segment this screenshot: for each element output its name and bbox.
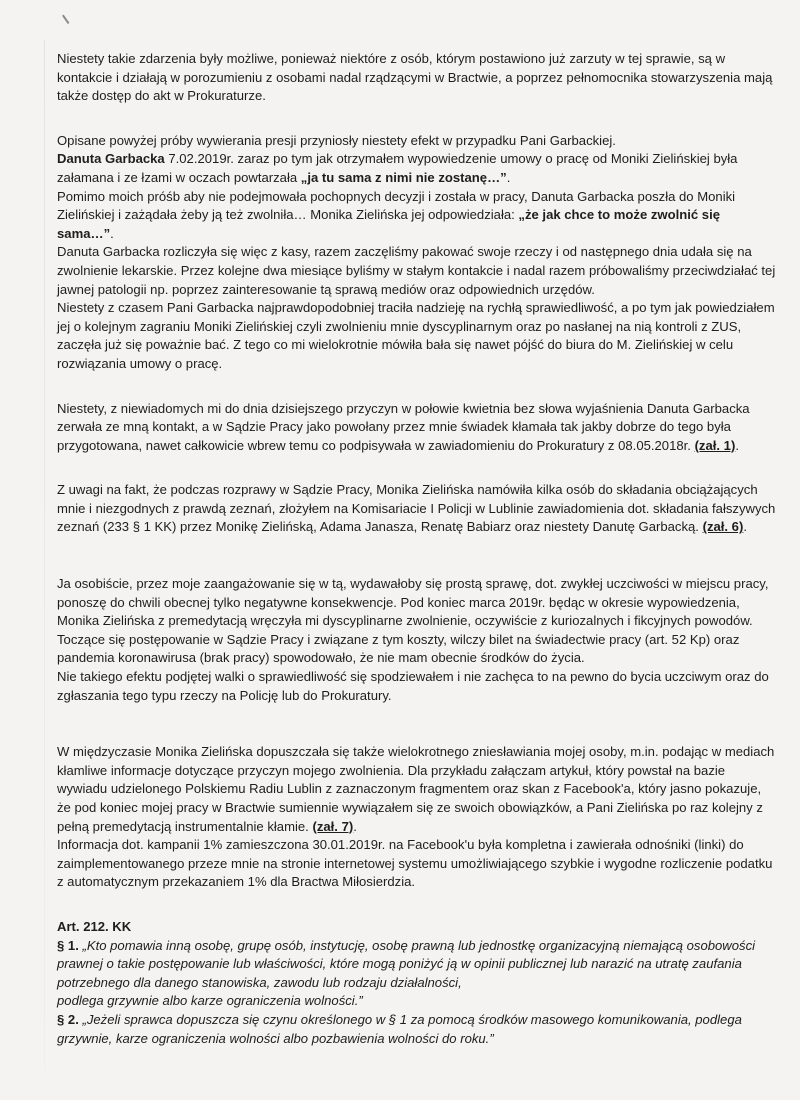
quote-1: „ja tu sama z nimi nie zostanę…” [300,169,507,185]
paragraph-8: Ja osobiście, przez moje zaangażowanie się w tą, wydawałoby się prostą sprawę, dot. zwykłej uczciwości w miejscu pracy, ponoszę do chwili obecnej tylko negatywne konsekwencje. Pod koniec marca 2019r. będąc w okresie wypowiedzenia, Monika Zielińska z premedytacją wręczyła mi dyscyplinarne zwolnienie, oczywiście z kuriozalnych i fikcyjnych powodów. [57,576,769,629]
article-section-2: § 2. „Jeżeli sprawca dopuszcza się czynu określonego w § 1 za pomocą środków masowego komunikowania, podlega grzywnie, karze ograniczenia wolności albo pozbawienia wolności do roku.” [57,1011,742,1046]
name-danuta-garbacka: Danuta Garbacka [57,151,165,167]
paragraph-7: Z uwagi na fakt, że podczas rozprawy w Sądzie Pracy, Monika Zielińska namówiła kilka osób do składania obciążających mnie i niezgodnych z prawdą zeznań, złożyłem na Komisariacie I Policji w Lublinie zawiadomienia dot. składania fałszywych zeznań (233 § 1 KK) przez Monikę Zielińską, Adama Janasza, Renatę Babiarz oraz niestety Danutę Garbacką. (zał. 6). [57,482,776,535]
paragraph-11: W międzyczasie Monika Zielińska dopuszczała się także wielokrotnego zniesławiania mojej osoby, m.in. podając w mediach kłamliwe informacje dotyczące przyczyn mojego zwolnienia. Dla przykładu załączam artykuł, który powstał na bazie wywiadu udzielonego Polskiemu Radiu Lublin z zaznaczonym fragmentem oraz skan z Facebook'a, który jasno pokazuje, że pod koniec mojej pracy w Bractwie sumiennie wywiązałem się ze swoich obowiązków, a Pani Zielińska po raz kolejny z pełną premedytacją instrumentalnie kłamie. (zał. 7). [57,744,775,834]
paragraph-5: Niestety z czasem Pani Garbacka najprawdopodobniej traciła nadzieję na rychłą sprawiedliwość, a po tym jak powiedziałem jej o kolejnym zagraniu Moniki Zielińskiej czyli zwolnieniu mnie dyscyplinarnym oraz po nasłanej na nią kontroli z ZUS, zaczęła już się poważnie bać. Z tego co mi wielokrotnie mówiła bała się nawet pójść do biura do M. Zielińskiej w celu rozwiązania umowy o pracę. [57,300,775,371]
scan-mark [62,10,76,24]
article-section-1: § 1. „Kto pomawia inną osobę, grupę osób, instytucję, osobę prawną lub jednostkę organizacyjną niemającą osobowości prawnej o takie postępowanie lub właściwości, które mogą poniżyć ją w opinii publicznej lub narazić na utratę zaufania potrzebnego dla danego stanowiska, zawodu lub rodzaju działalności, podlega grzywnie albo karze ograniczenia wolności.” [57,937,756,1009]
paragraph-2: Opisane powyżej próby wywierania presji przyniosły niestety efekt w przypadku Pani Garbackiej. Danuta Garbacka 7.02.2019r. zaraz po tym jak otrzymałem wypowiedzenie umowy o pracę od Moniki Zielińskiej była załamana i ze łzami w oczach powtarzała „ja tu sama z nimi nie zostanę…”. [57,132,738,185]
article-title: Art. 212. KK [57,918,132,934]
paragraph-10: Nie takiego efektu podjętej walki o sprawiedliwość się spodziewałem i nie zachęca to na pewno do bycia uczciwym oraz do zgłaszania tego typu rzeczy na Policję lub do Prokuratury. [57,669,769,703]
scan-edge [44,40,45,1070]
paragraph-9: Toczące się postępowanie w Sądzie Pracy i związane z tym koszty, wilczy bilet na świadectwie pracy (art. 52 Kp) oraz pandemia koronawirusa (brak pracy) spowodowało, że nie mam obecnie środków do życia. [57,631,740,666]
attachment-ref-7: (zał. 7) [312,818,354,834]
paragraph-1: Niestety takie zdarzenia były możliwe, ponieważ niektóre z osób, którym postawiono już zarzuty w tej sprawie, są w kontakcie i działają w porozumieniu z osobami nadal rządzącymi w Bractwie, a poprzez pełnomocnika stowarzyszenia mają także dostęp do akt w Prokuraturze. [57,51,773,104]
paragraph-6: Niestety, z niewiadomych mi do dnia dzisiejszego przyczyn w połowie kwietnia bez słowa wyjaśnienia Danuta Garbacka zerwała ze mną kontakt, a w Sądzie Pracy jako powołany przez mnie świadek kłamała tak jakby dobrze do tego była przygotowana, nawet całkowicie wbrew temu co podpisywała w zawiadomieniu do Prokuratury z 08.05.2018r. (zał. 1). [57,400,750,453]
quote-2: „że jak chce to może zwolnić się sama…” [57,207,720,241]
attachment-ref-1: (zał. 1) [694,437,736,453]
paragraph-4: Danuta Garbacka rozliczyła się więc z kasy, razem zaczęliśmy pakować swoje rzeczy i od następnego dnia udała się na zwolnienie lekarskie. Przez kolejne dwa miesiące byliśmy w stałym kontakcie i nadal razem próbowaliśmy przeciwdziałać tej jawnej patologii np. poprzez zainteresowanie tą sprawą mediów oraz odpowiednich urzędów. [57,244,776,297]
attachment-ref-6: (zał. 6) [702,519,744,535]
paragraph-3: Pomimo moich próśb aby nie podejmowała pochopnych decyzji i została w pracy, Danuta Garbacka poszła do Moniki Zielińskiej i zażądała żeby ją też zwolniła… Monika Zielińska jej odpowiedziała: „że jak chce to może zwolnić się sama…”. [57,188,736,241]
paragraph-12: Informacja dot. kampanii 1% zamieszczona 30.01.2019r. na Facebook'u była kompletna i zawierała odnośniki (linki) do zaimplementowanego przeze mnie na stronie internetowej systemu umożliwiającego szybkie i wygodne rozliczenie podatku z automatycznym przekazaniem 1% dla Bractwa Miłosierdzia. [57,837,773,890]
